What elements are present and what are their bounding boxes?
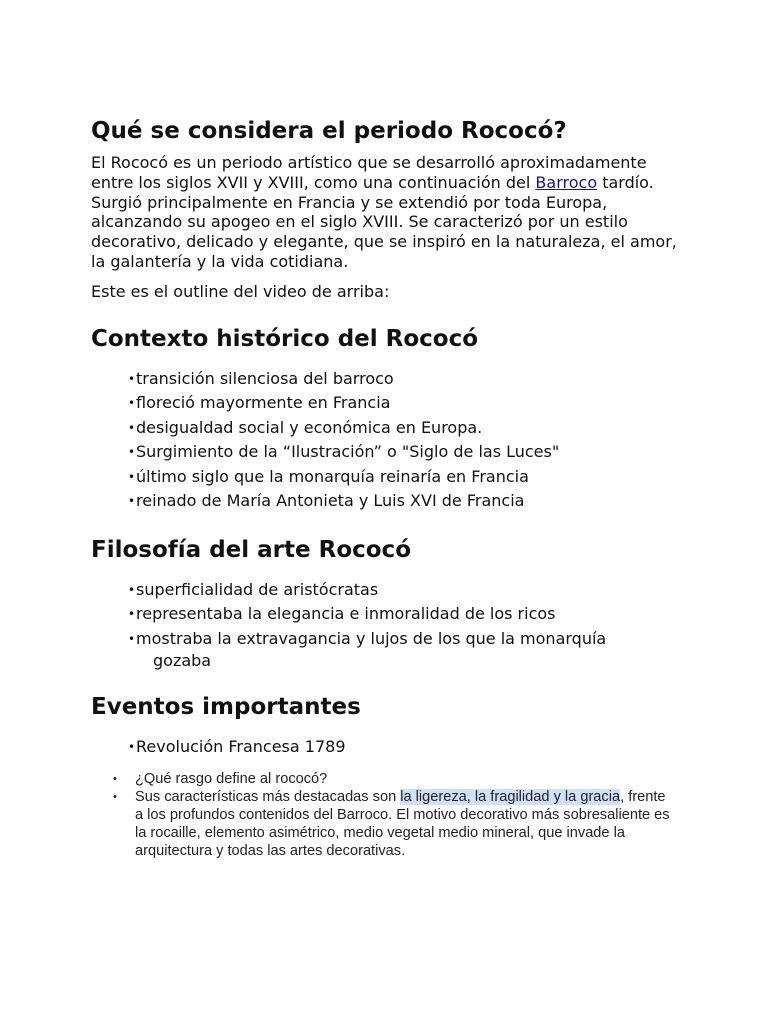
important-events-list — [128, 735, 648, 759]
highlighted-text: la ligereza, la fragilidad y la gracia — [400, 789, 621, 805]
list-item: • floreció mayormente en Francia — [128, 391, 648, 415]
bullet: • — [113, 773, 117, 785]
bullet: • — [128, 469, 136, 484]
list-item: • Revolución Francesa 1789 — [128, 735, 648, 759]
historical-context-list — [128, 367, 648, 513]
bullet: • — [128, 420, 136, 435]
list-item: • reinado de María Antonieta y Luis XVI de Francia — [128, 489, 648, 513]
intro-text-start: El Rococó es un periodo artístico que se desarrolló aproximadamente entre los siglos XVII y XVIII, como una continuación del — [91, 153, 647, 192]
art-philosophy-list — [128, 578, 648, 671]
list-item: • superficialidad de aristócratas — [128, 578, 648, 602]
list-item: • último siglo que la monarquía reinaría en Francia — [128, 465, 648, 489]
list-item: • mostraba la extravagancia y lujos de los que la monarquía gozaba — [128, 627, 648, 671]
intro-paragraph — [91, 153, 681, 272]
bullet: • — [128, 494, 136, 509]
list-item: • Surgimiento de la “Ilustración” o "Siglo de las Luces" — [128, 440, 648, 464]
faq-question: • ¿Qué rasgo define al rococó? — [113, 771, 328, 787]
outline-note: Este es el outline del video de arriba: — [91, 282, 390, 301]
faq-answer: • Sus características más destacadas son la ligereza, la fragilidad y la gracia, frente a los profundos contenidos del Barroco. El motivo decorativo más sobresaliente es la rocaille, elemento asimétrico, medio vegetal medio mineral, que invade la arquitectura y todas las artes decorativas. — [113, 789, 670, 859]
bullet: • — [128, 740, 136, 754]
bullet: • — [128, 631, 136, 646]
bullet: • — [128, 445, 136, 460]
barroco-link[interactable]: Barroco — [535, 172, 598, 192]
list-item: • desigualdad social y económica en Europa. — [128, 416, 648, 440]
heading-important-events: Eventos importantes — [91, 694, 361, 720]
list-item: • transición silenciosa del barroco — [128, 367, 648, 391]
list-item: • representaba la elegancia e inmoralidad de los ricos — [128, 602, 648, 626]
bullet: • — [128, 583, 136, 597]
bullet: • — [128, 372, 136, 386]
bullet: • — [128, 396, 136, 411]
intro-text-end: tardío. Surgió principalmente en Francia y se extendió por toda Europa, alcanzando su apogeo en el siglo XVIII. Se caracterizó por un estilo decorativo, delicado y elegante, que se inspiró en la naturaleza, el amor, la galantería y la vida cotidiana. — [91, 172, 677, 271]
faq-list — [91, 770, 671, 860]
heading-historical-context: Contexto histórico del Rococó — [91, 326, 479, 352]
bullet: • — [128, 607, 136, 622]
heading-art-philosophy: Filosofía del arte Rococó — [91, 537, 411, 563]
heading-rococo-definition: Qué se considera el periodo Rococó? — [91, 118, 567, 144]
list-item-continuation: gozaba — [153, 651, 212, 671]
bullet: • — [113, 791, 117, 803]
